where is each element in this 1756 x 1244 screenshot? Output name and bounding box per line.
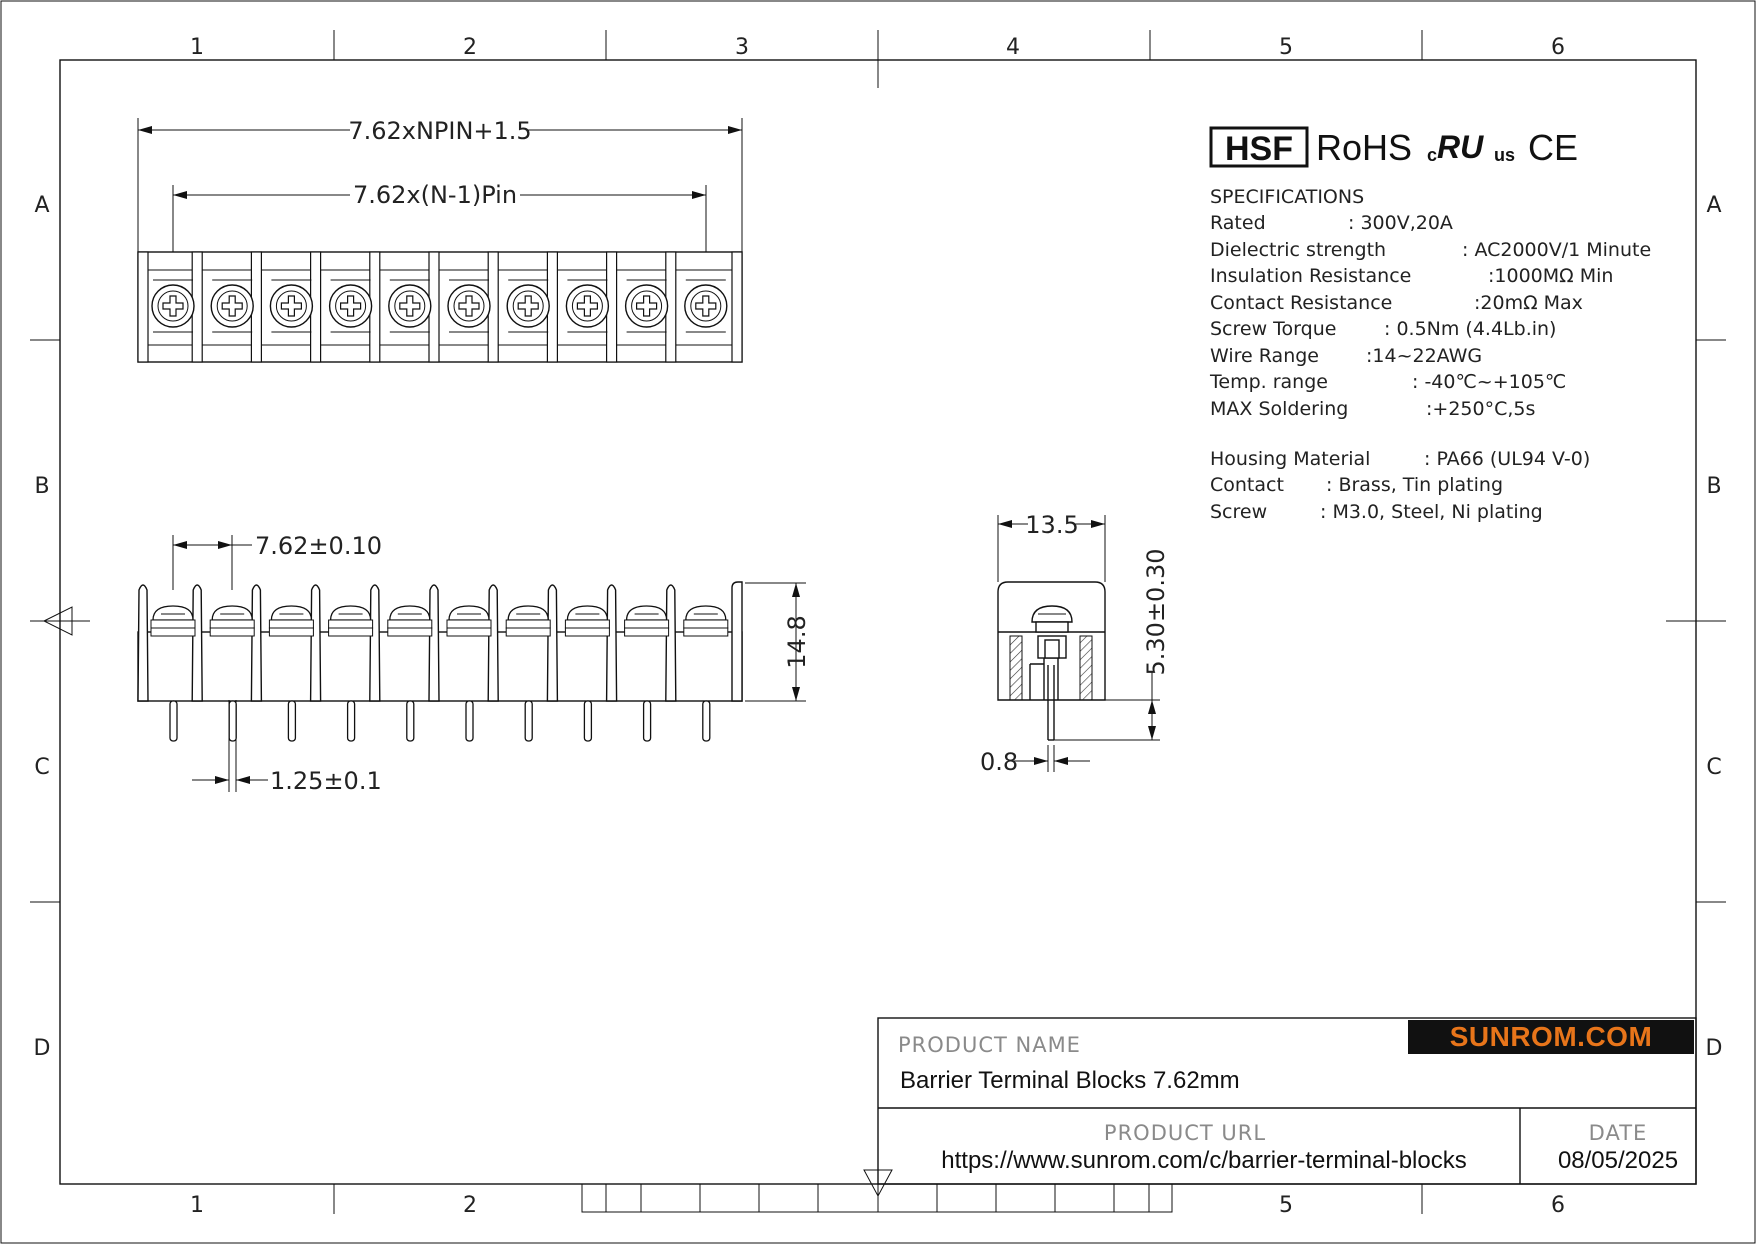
product-name: Barrier Terminal Blocks 7.62mm bbox=[900, 1067, 1240, 1094]
spec-label: Rated bbox=[1210, 212, 1266, 234]
terminal-block-top-body bbox=[138, 252, 742, 362]
dim-overall-length: 7.62xNPIN+1.5 bbox=[348, 117, 532, 145]
dim-pin-length: 5.30±0.30 bbox=[1142, 548, 1170, 676]
col-label: 6 bbox=[1551, 1193, 1565, 1218]
col-label: 4 bbox=[1006, 35, 1020, 60]
dim-height: 14.8 bbox=[783, 615, 811, 669]
solder-pin bbox=[584, 701, 591, 741]
screw-head bbox=[508, 606, 548, 620]
clamp bbox=[388, 628, 432, 636]
material-value: : M3.0, Steel, Ni plating bbox=[1320, 501, 1543, 523]
screw-head bbox=[686, 606, 726, 620]
spec-label: Wire Range bbox=[1210, 345, 1319, 367]
clamp bbox=[506, 628, 550, 636]
col-label: 2 bbox=[463, 35, 477, 60]
date: 08/05/2025 bbox=[1557, 1147, 1679, 1174]
material-label: Contact bbox=[1210, 474, 1284, 496]
washer bbox=[388, 620, 432, 628]
screw-head bbox=[271, 606, 311, 620]
row-label: D bbox=[1705, 1036, 1723, 1061]
col-label: 5 bbox=[1279, 1193, 1293, 1218]
ul-logo: RU bbox=[1437, 129, 1484, 165]
spec-value: : 300V,20A bbox=[1348, 212, 1453, 234]
screw-head bbox=[153, 606, 193, 620]
clamp bbox=[565, 628, 609, 636]
ul-logo-us: us bbox=[1494, 145, 1516, 165]
barrier-wall bbox=[732, 252, 742, 362]
spec-label: Contact Resistance bbox=[1210, 292, 1393, 314]
rohs-logo: RoHS bbox=[1316, 127, 1413, 168]
row-labels-left bbox=[34, 193, 51, 1061]
col-label: 3 bbox=[735, 35, 749, 60]
date-label: DATE bbox=[1588, 1121, 1648, 1145]
row-label: A bbox=[34, 193, 50, 218]
solder-pin bbox=[407, 701, 414, 741]
solder-pin bbox=[170, 701, 177, 741]
scale-bar bbox=[582, 1184, 1172, 1212]
solder-pin bbox=[644, 701, 651, 741]
barrier-wall bbox=[251, 585, 261, 701]
spec-value: : AC2000V/1 Minute bbox=[1462, 239, 1652, 261]
washer bbox=[210, 620, 254, 628]
clamp bbox=[151, 628, 195, 636]
row-label: C bbox=[1706, 755, 1722, 780]
washer bbox=[506, 620, 550, 628]
barrier-wall bbox=[488, 585, 498, 701]
dim-pitch: 7.62±0.10 bbox=[255, 532, 382, 560]
material-label: Housing Material bbox=[1210, 448, 1371, 470]
solder-pin bbox=[525, 701, 532, 741]
col-label: 1 bbox=[190, 35, 204, 60]
product-url: https://www.sunrom.com/c/barrier-terminal-blocks bbox=[941, 1147, 1467, 1174]
row-label: C bbox=[34, 755, 50, 780]
col-label: 6 bbox=[1551, 35, 1565, 60]
row-label: D bbox=[33, 1036, 51, 1061]
barrier-wall bbox=[732, 582, 742, 701]
clamp bbox=[625, 628, 669, 636]
spec-label: Screw Torque bbox=[1210, 318, 1337, 340]
top-view bbox=[138, 117, 742, 362]
washer bbox=[151, 620, 195, 628]
row-label: A bbox=[1706, 193, 1722, 218]
washer bbox=[269, 620, 313, 628]
clamp bbox=[269, 628, 313, 636]
hsf-logo-text: HSF bbox=[1225, 130, 1293, 168]
screw-head bbox=[567, 606, 607, 620]
barrier-wall bbox=[547, 585, 557, 701]
screw-head bbox=[212, 606, 252, 620]
spec-label: Insulation Resistance bbox=[1210, 265, 1412, 287]
barrier-wall bbox=[607, 585, 617, 701]
spec-value: :14~22AWG bbox=[1366, 345, 1483, 367]
spec-value: :20mΩ Max bbox=[1474, 292, 1583, 314]
spec-value: : 0.5Nm (4.4Lb.in) bbox=[1384, 318, 1557, 340]
ce-logo: CE bbox=[1528, 127, 1579, 168]
row-labels-right bbox=[1706, 193, 1723, 1061]
solder-pin bbox=[229, 701, 236, 741]
specifications bbox=[1209, 186, 1651, 523]
washer bbox=[565, 620, 609, 628]
col-label: 1 bbox=[190, 1193, 204, 1218]
washer bbox=[329, 620, 373, 628]
washer bbox=[447, 620, 491, 628]
spec-label: Dielectric strength bbox=[1210, 239, 1387, 261]
material-value: : PA66 (UL94 V-0) bbox=[1424, 448, 1591, 470]
dim-pitch-span: 7.62x(N-1)Pin bbox=[352, 181, 518, 209]
clamp bbox=[210, 628, 254, 636]
solder-pin bbox=[703, 701, 710, 741]
brand-logo: SUNROM.COM bbox=[1449, 1021, 1653, 1052]
title-block bbox=[878, 1018, 1696, 1184]
spec-value: :1000MΩ Min bbox=[1488, 265, 1614, 287]
screw-head bbox=[331, 606, 371, 620]
specifications-heading: SPECIFICATIONS bbox=[1210, 186, 1365, 208]
screw-head bbox=[390, 606, 430, 620]
solder-pin bbox=[348, 701, 355, 741]
spec-value: :+250°C,5s bbox=[1426, 398, 1536, 420]
product-url-label: PRODUCT URL bbox=[1103, 1121, 1267, 1145]
side-view bbox=[980, 511, 1170, 776]
front-view bbox=[138, 532, 811, 795]
col-label: 5 bbox=[1279, 35, 1293, 60]
clamp bbox=[447, 628, 491, 636]
barrier-wall bbox=[138, 252, 148, 362]
row-label: B bbox=[34, 474, 50, 499]
barrier-wall bbox=[429, 585, 439, 701]
barrier-wall bbox=[138, 585, 148, 701]
solder-pin bbox=[288, 701, 295, 741]
screw-head bbox=[449, 606, 489, 620]
spec-label: Temp. range bbox=[1210, 371, 1328, 393]
dim-pin-width: 1.25±0.1 bbox=[270, 767, 382, 795]
screw-head bbox=[627, 606, 667, 620]
material-label: Screw bbox=[1210, 501, 1268, 523]
front-body-outline bbox=[138, 632, 742, 701]
material-value: : Brass, Tin plating bbox=[1326, 474, 1504, 496]
barrier-wall bbox=[192, 585, 202, 701]
product-name-label: PRODUCT NAME bbox=[898, 1033, 1081, 1057]
ul-logo-c: c bbox=[1427, 145, 1438, 165]
barrier-wall bbox=[370, 585, 380, 701]
dim-pin-thickness: 0.8 bbox=[980, 748, 1019, 776]
clamp bbox=[684, 628, 728, 636]
washer bbox=[684, 620, 728, 628]
barrier-wall bbox=[311, 585, 321, 701]
clamp bbox=[329, 628, 373, 636]
barrier-wall bbox=[666, 585, 676, 701]
row-label: B bbox=[1706, 474, 1722, 499]
solder-pin bbox=[466, 701, 473, 741]
spec-value: : -40℃~+105℃ bbox=[1412, 371, 1567, 393]
dim-side-width: 13.5 bbox=[1025, 511, 1079, 539]
col-label: 2 bbox=[463, 1193, 477, 1218]
spec-label: MAX Soldering bbox=[1210, 398, 1349, 420]
washer bbox=[625, 620, 669, 628]
certification-marks bbox=[1211, 127, 1578, 168]
